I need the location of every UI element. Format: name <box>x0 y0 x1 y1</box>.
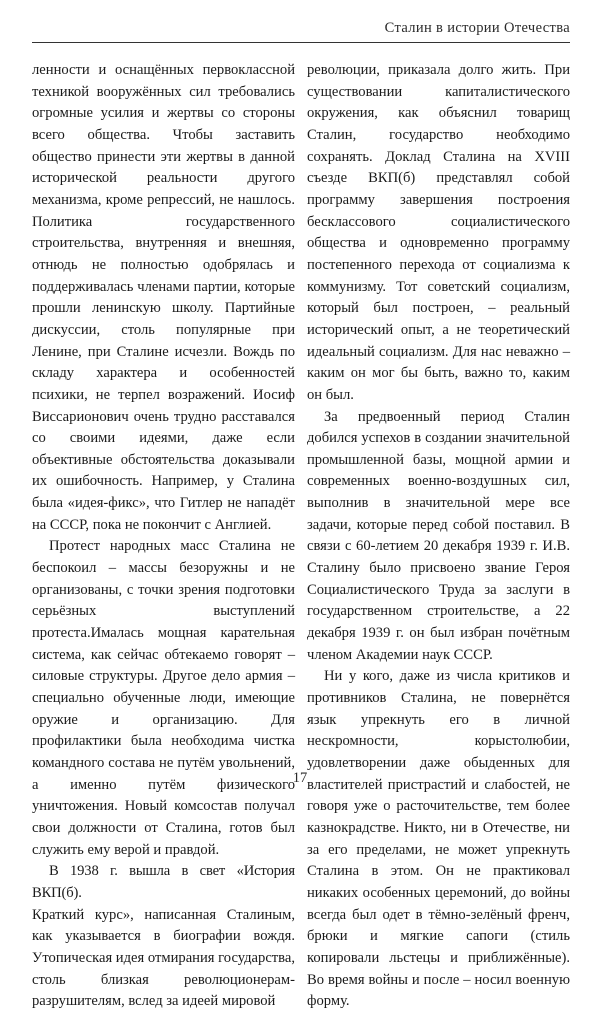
paragraph-left-1: ленности и оснащённых первоклассной техникой вооружённых сил требовались огромные усилия и жертвы со стороны всего общества. Чтобы заставить общество принести эти жертвы в данной исторической реальности другого механизма, кроме репрессий, не нашлось. Политика государственного строительства, внутренняя и внешняя, отнюдь не полностью одобрялась и поддерживалась членами партии, которые прошли ленинскую школу. Партийные дискуссии, столь популярные при Ленине, при Сталине исчезли. Вождь по складу характера и особенностей психики, не терпел возражений. Иосиф Виссарионович очень трудно расставался со своими идеями, даже если объективные обстоятельства доказывали их ошибочность. Например, у Сталина была «идея-фикс», что Гитлер не нападёт на СССР, пока не покончит с Англией. <box>32 62 295 533</box>
right-text-column <box>307 60 570 1010</box>
header-rule-divider <box>32 42 570 43</box>
left-text-column <box>32 60 295 1010</box>
paragraph-right-3: Ни у кого, даже из числа критиков и противников Сталина, не повернётся язык упрекнуть его в личной нескромности, корыстолюбии, удовлетворении даже обыденных для властителей пристрастий и слабостей, не говоря уже о расточительстве, тем более казнокрадстве. Никто, ни в Отечестве, ни за его пределами, не может упрекнуть Сталина в этом. Он не практиковал никаких особенных церемоний, до войны всегда был одет в тёмно-зелёный френч, брюки и мягкие сапоги (стиль копировали льстецы и приближённые). Во время войны и после – носил военную форму. <box>307 668 570 1010</box>
paragraph-left-3-first-line: В 1938 г. вышла в свет «История ВКП(б). <box>32 863 295 901</box>
paragraph-right-1: революции, приказала долго жить. При существовании капиталистического окружения, как объяснил товарищ Сталин, государство необходимо сохранять. Доклад Сталина на XVIII съезде ВКП(б) представлял собой программу завершения построения бесклассового социалистического общества и одновременно программу постепенного перехода от социализма к коммунизму. Тот советский социализм, который был построен, – реальный исторический опыт, а не теоретический идеальный социализм. Для нас неважно – каким он мог бы быть, важно то, каким он был. <box>307 62 570 403</box>
paragraph-left-3-continuation: Краткий курс», написанная Сталиным, как указывается в биографии вождя. Утопическая идея отмирания государства, столь близкая революционерам-разрушителям, вслед за идеей мировой <box>32 906 295 1010</box>
running-head-title: Сталин в истории Отечества <box>384 20 570 36</box>
paragraph-left-2: Протест народных масс Сталина не беспокоил – массы безоружны и не организованы, с точки зрения подготовки серьёзных выступлений протеста.Ималась мощная карательная система, как сейчас обтекаемо говорят – силовые структуры. Другое дело армия – специально обученные люди, имеющие оружие и организацию. Для профилактики была необходима чистка командного состава не путём увольнений, а именно путём физического уничтожения. Новый комсостав получал свои должности от Сталина, готов был служить ему верой и правдой. <box>32 538 295 858</box>
paragraph-right-2: За предвоенный период Сталин добился успехов в создании значительной промышленной базы, мощной армии и современных военно-воздушных сил, выполнив в значительной мере все задачи, которые перед собой поставил. В связи с 60-летием 20 декабря 1939 г. И.В. Сталину было присвоено звание Героя Социалистического Труда за заслуги в государственном строительстве, а 22 декабря 1939 г. он был избран почётным членом Академии наук СССР. <box>307 408 570 663</box>
page-number-folio: 17 <box>292 770 308 786</box>
